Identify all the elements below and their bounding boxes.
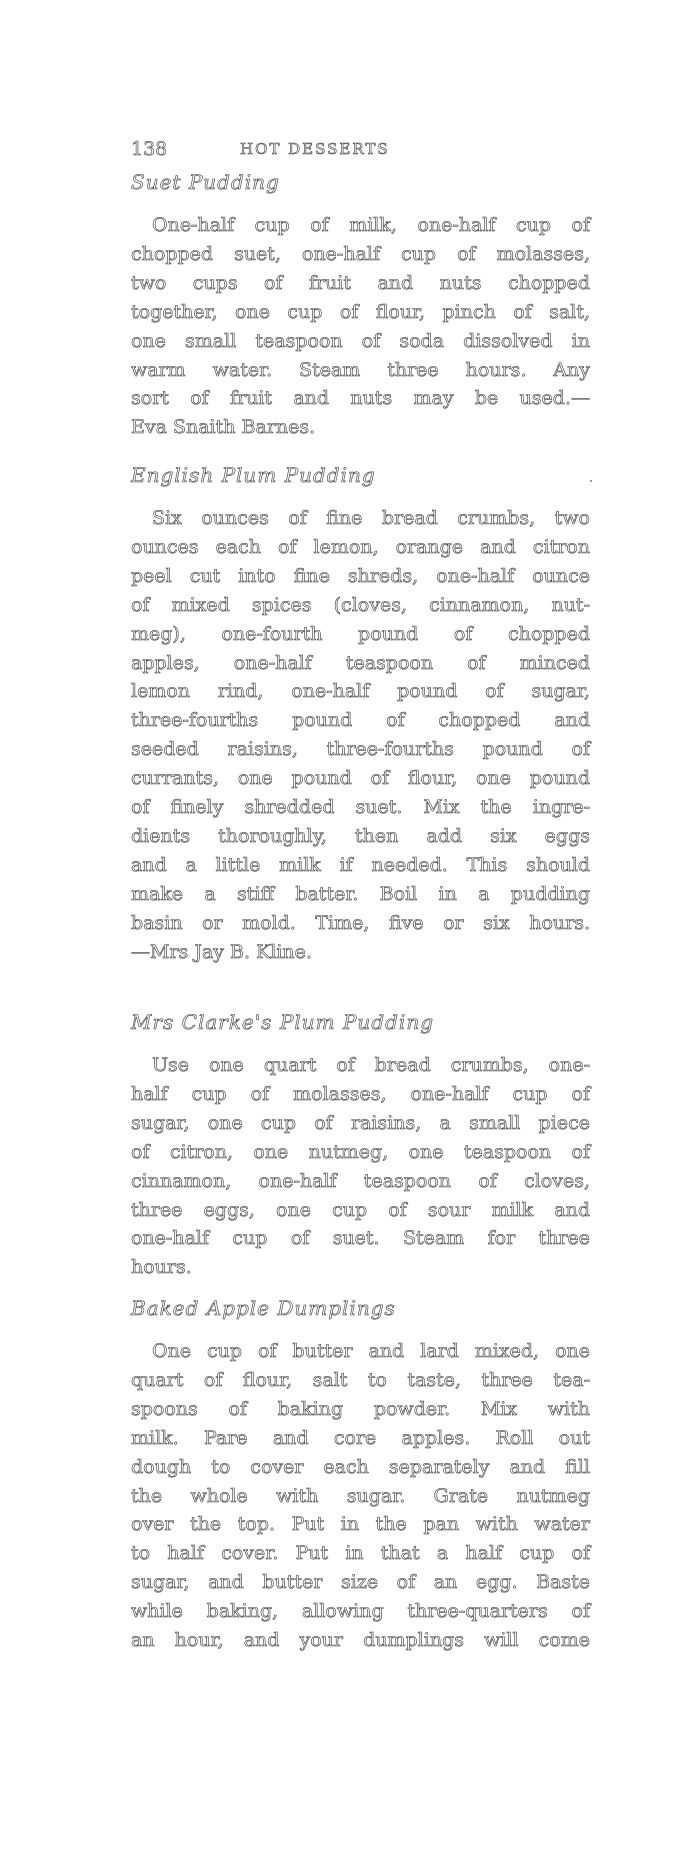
recipe-text-line: sort of fruit and nuts may be used.— <box>131 387 590 410</box>
recipe-text-line: one-half cup of suet. Steam for three <box>131 1227 590 1250</box>
recipe-text-line: —Mrs Jay B. Kline. <box>131 940 312 963</box>
recipe-text-line: of mixed spices (cloves, cinnamon, nut- <box>131 593 590 616</box>
recipe-text-line: of citron, one nutmeg, one teaspoon of <box>131 1140 590 1163</box>
recipe-title: English Plum Pudding <box>131 463 376 487</box>
recipe-text-line: half cup of molasses, one-half cup of <box>131 1082 590 1105</box>
recipe-text-line: while baking, allowing three-quarters of <box>131 1600 590 1623</box>
recipe-text-line: Six ounces of fine bread crumbs, two <box>152 507 590 529</box>
recipe-text-line: over the top. Put in the pan with water <box>131 1513 590 1536</box>
page-number: 138 <box>131 138 168 160</box>
recipe-text-line: warm water. Steam three hours. Any <box>131 358 590 381</box>
recipe-text-line: an hour, and your dumplings will come <box>131 1629 590 1651</box>
recipe-text-line: meg), one-fourth pound of chopped <box>131 622 590 645</box>
recipe-text-line: dients thoroughly, then add six eggs <box>131 824 590 847</box>
recipe-text-line: One-half cup of milk, one-half cup of <box>152 214 590 236</box>
recipe-text-line: to half cover. Put in that a half cup of <box>131 1542 590 1565</box>
recipe-text-line: make a stiff batter. Boil in a pudding <box>131 882 590 905</box>
recipe-text-line: hours. <box>131 1256 192 1279</box>
running-title: HOT DESSERTS <box>240 140 390 158</box>
scan-speck <box>590 480 592 482</box>
recipe-text-line: Eva Snaith Barnes. <box>131 416 316 439</box>
recipe-text-line: the whole with sugar. Grate nutmeg <box>131 1484 590 1507</box>
recipe-text-line: lemon rind, one-half pound of sugar, <box>131 680 590 703</box>
recipe-text-line: milk. Pare and core apples. Roll out <box>131 1426 590 1449</box>
recipe-text-line: two cups of fruit and nuts chopped <box>131 271 590 294</box>
recipe-text-line: spoons of baking powder. Mix with <box>131 1397 590 1420</box>
recipe-text-line: currants, one pound of flour, one pound <box>131 767 590 790</box>
recipe-text-line: sugar, one cup of raisins, a small piece <box>131 1111 590 1134</box>
recipe-text-line: of finely shredded suet. Mix the ingre- <box>131 796 590 818</box>
recipe-title: Suet Pudding <box>131 170 280 194</box>
recipe-text-line: chopped suet, one-half cup of molasses, <box>131 242 590 265</box>
recipe-text-line: dough to cover each separately and fill <box>131 1455 590 1478</box>
recipe-title: Mrs Clarke's Plum Pudding <box>131 1010 434 1034</box>
recipe-text-line: three eggs, one cup of sour milk and <box>131 1198 590 1221</box>
recipe-text-line: together, one cup of flour, pinch of salt, <box>131 300 590 323</box>
recipe-text-line: ounces each of lemon, orange and citron <box>131 535 590 558</box>
recipe-text-line: basin or mold. Time, five or six hours. <box>131 911 590 934</box>
recipe-text-line: and a little milk if needed. This should <box>131 853 590 876</box>
recipe-text-line: one small teaspoon of soda dissolved in <box>131 329 590 352</box>
recipe-text-line: peel cut into fine shreds, one-half ounce <box>131 564 590 587</box>
recipe-text-line: three-fourths pound of chopped and <box>131 709 590 732</box>
recipe-text-line: sugar, and butter size of an egg. Baste <box>131 1571 590 1594</box>
recipe-text-line: cinnamon, one-half teaspoon of cloves, <box>131 1169 590 1192</box>
recipe-text-line: Use one quart of bread crumbs, one- <box>152 1054 590 1076</box>
recipe-title: Baked Apple Dumplings <box>131 1296 396 1320</box>
recipe-text-line: One cup of butter and lard mixed, one <box>152 1340 590 1362</box>
recipe-text-line: quart of flour, salt to taste, three tea- <box>131 1368 590 1391</box>
recipe-text-line: apples, one-half teaspoon of minced <box>131 651 590 674</box>
recipe-text-line: seeded raisins, three-fourths pound of <box>131 738 590 761</box>
